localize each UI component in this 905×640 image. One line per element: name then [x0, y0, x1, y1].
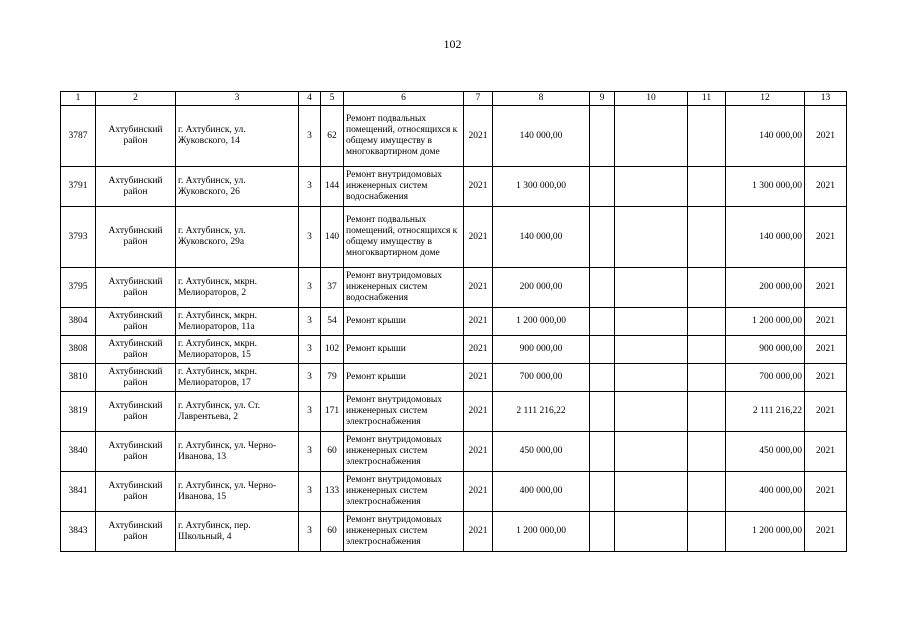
cell-district: Ахтубинский район: [96, 106, 176, 167]
column-header-9: 9: [590, 92, 615, 106]
cell-total: 700 000,00: [726, 364, 805, 392]
cell-work: Ремонт внутридомовых инженерных систем электроснабжения: [344, 432, 464, 472]
cell-year2: 2021: [805, 432, 847, 472]
cell-c10: [615, 268, 688, 308]
cell-id: 3787: [61, 106, 96, 167]
cell-c11: [688, 364, 726, 392]
cell-total: 1 300 000,00: [726, 167, 805, 207]
cell-work: Ремонт подвальных помещений, относящихся к общему имуществу в многоквартирном доме: [344, 106, 464, 167]
cell-amount: 700 000,00: [493, 364, 590, 392]
cell-c5: 60: [321, 512, 344, 552]
cell-amount: 1 200 000,00: [493, 308, 590, 336]
cell-c10: [615, 472, 688, 512]
cell-c11: [688, 432, 726, 472]
cell-c9: [590, 336, 615, 364]
cell-district: Ахтубинский район: [96, 167, 176, 207]
cell-c11: [688, 268, 726, 308]
table-row: [61, 308, 847, 336]
table-body: [61, 106, 847, 552]
cell-address: г. Ахтубинск, ул. Черно-Иванова, 13: [176, 432, 299, 472]
cell-id: 3843: [61, 512, 96, 552]
table-row: [61, 392, 847, 432]
cell-year: 2021: [464, 207, 493, 268]
cell-c10: [615, 207, 688, 268]
table-row: [61, 207, 847, 268]
cell-address: г. Ахтубинск, ул. Жуковского, 26: [176, 167, 299, 207]
cell-work: Ремонт крыши: [344, 336, 464, 364]
cell-district: Ахтубинский район: [96, 364, 176, 392]
column-header-6: 6: [344, 92, 464, 106]
column-header-1: 1: [61, 92, 96, 106]
cell-c10: [615, 392, 688, 432]
cell-id: 3795: [61, 268, 96, 308]
cell-year2: 2021: [805, 268, 847, 308]
cell-c5: 60: [321, 432, 344, 472]
cell-c4: 3: [299, 268, 321, 308]
cell-id: 3841: [61, 472, 96, 512]
cell-c9: [590, 364, 615, 392]
cell-year2: 2021: [805, 336, 847, 364]
cell-id: 3808: [61, 336, 96, 364]
cell-id: 3804: [61, 308, 96, 336]
cell-year2: 2021: [805, 392, 847, 432]
cell-district: Ахтубинский район: [96, 392, 176, 432]
cell-c11: [688, 308, 726, 336]
cell-c5: 37: [321, 268, 344, 308]
table-row: [61, 364, 847, 392]
cell-c9: [590, 512, 615, 552]
cell-year2: 2021: [805, 364, 847, 392]
cell-c5: 144: [321, 167, 344, 207]
cell-district: Ахтубинский район: [96, 472, 176, 512]
cell-c10: [615, 432, 688, 472]
cell-amount: 1 200 000,00: [493, 512, 590, 552]
cell-year2: 2021: [805, 308, 847, 336]
cell-work: Ремонт внутридомовых инженерных систем водоснабжения: [344, 268, 464, 308]
cell-district: Ахтубинский район: [96, 432, 176, 472]
cell-total: 140 000,00: [726, 106, 805, 167]
cell-c9: [590, 392, 615, 432]
cell-c9: [590, 432, 615, 472]
column-header-5: 5: [321, 92, 344, 106]
column-header-10: 10: [615, 92, 688, 106]
table-row: [61, 167, 847, 207]
cell-c4: 3: [299, 336, 321, 364]
column-header-4: 4: [299, 92, 321, 106]
cell-amount: 900 000,00: [493, 336, 590, 364]
column-header-11: 11: [688, 92, 726, 106]
cell-total: 140 000,00: [726, 207, 805, 268]
cell-c5: 171: [321, 392, 344, 432]
cell-c11: [688, 512, 726, 552]
cell-total: 900 000,00: [726, 336, 805, 364]
column-header-7: 7: [464, 92, 493, 106]
cell-amount: 1 300 000,00: [493, 167, 590, 207]
cell-total: 1 200 000,00: [726, 512, 805, 552]
cell-year2: 2021: [805, 106, 847, 167]
table-row: [61, 336, 847, 364]
cell-id: 3810: [61, 364, 96, 392]
cell-id: 3819: [61, 392, 96, 432]
cell-work: Ремонт внутридомовых инженерных систем электроснабжения: [344, 392, 464, 432]
column-header-13: 13: [805, 92, 847, 106]
cell-c9: [590, 472, 615, 512]
cell-district: Ахтубинский район: [96, 308, 176, 336]
cell-c10: [615, 364, 688, 392]
cell-work: Ремонт внутридомовых инженерных систем электроснабжения: [344, 512, 464, 552]
cell-work: Ремонт подвальных помещений, относящихся к общему имуществу в многоквартирном доме: [344, 207, 464, 268]
column-header-8: 8: [493, 92, 590, 106]
cell-year: 2021: [464, 432, 493, 472]
cell-amount: 140 000,00: [493, 106, 590, 167]
cell-c4: 3: [299, 167, 321, 207]
cell-year: 2021: [464, 308, 493, 336]
cell-year: 2021: [464, 268, 493, 308]
table-row: [61, 512, 847, 552]
cell-address: г. Ахтубинск, мкрн. Мелиораторов, 15: [176, 336, 299, 364]
cell-amount: 2 111 216,22: [493, 392, 590, 432]
table-row: [61, 268, 847, 308]
cell-c4: 3: [299, 207, 321, 268]
table-row: [61, 472, 847, 512]
column-header-3: 3: [176, 92, 299, 106]
cell-c5: 102: [321, 336, 344, 364]
cell-year: 2021: [464, 512, 493, 552]
cell-amount: 450 000,00: [493, 432, 590, 472]
table-row: [61, 432, 847, 472]
cell-c4: 3: [299, 512, 321, 552]
cell-address: г. Ахтубинск, мкрн. Мелиораторов, 17: [176, 364, 299, 392]
cell-total: 1 200 000,00: [726, 308, 805, 336]
cell-district: Ахтубинский район: [96, 207, 176, 268]
cell-c4: 3: [299, 364, 321, 392]
cell-id: 3793: [61, 207, 96, 268]
cell-c10: [615, 106, 688, 167]
cell-address: г. Ахтубинск, ул. Черно-Иванова, 15: [176, 472, 299, 512]
cell-year2: 2021: [805, 512, 847, 552]
cell-c11: [688, 106, 726, 167]
cell-address: г. Ахтубинск, пер. Школьный, 4: [176, 512, 299, 552]
cell-total: 200 000,00: [726, 268, 805, 308]
cell-work: Ремонт внутридомовых инженерных систем электроснабжения: [344, 472, 464, 512]
table-row: [61, 106, 847, 167]
cell-address: г. Ахтубинск, мкрн. Мелиораторов, 11а: [176, 308, 299, 336]
cell-amount: 140 000,00: [493, 207, 590, 268]
cell-address: г. Ахтубинск, ул. Ст. Лаврентьева, 2: [176, 392, 299, 432]
cell-c9: [590, 308, 615, 336]
cell-year2: 2021: [805, 167, 847, 207]
cell-year2: 2021: [805, 207, 847, 268]
cell-district: Ахтубинский район: [96, 512, 176, 552]
cell-c5: 133: [321, 472, 344, 512]
cell-year: 2021: [464, 364, 493, 392]
cell-c5: 79: [321, 364, 344, 392]
cell-total: 450 000,00: [726, 432, 805, 472]
cell-id: 3840: [61, 432, 96, 472]
cell-c9: [590, 207, 615, 268]
cell-c5: 54: [321, 308, 344, 336]
cell-c4: 3: [299, 472, 321, 512]
cell-work: Ремонт крыши: [344, 364, 464, 392]
header-row: [61, 92, 847, 106]
repair-registry-table: [60, 91, 847, 552]
cell-work: Ремонт внутридомовых инженерных систем водоснабжения: [344, 167, 464, 207]
cell-total: 400 000,00: [726, 472, 805, 512]
column-header-2: 2: [96, 92, 176, 106]
cell-c5: 140: [321, 207, 344, 268]
cell-amount: 200 000,00: [493, 268, 590, 308]
cell-c11: [688, 207, 726, 268]
cell-c11: [688, 336, 726, 364]
cell-address: г. Ахтубинск, мкрн. Мелиораторов, 2: [176, 268, 299, 308]
column-header-12: 12: [726, 92, 805, 106]
cell-year: 2021: [464, 106, 493, 167]
cell-c4: 3: [299, 106, 321, 167]
cell-work: Ремонт крыши: [344, 308, 464, 336]
cell-c10: [615, 167, 688, 207]
cell-c9: [590, 268, 615, 308]
cell-c5: 62: [321, 106, 344, 167]
cell-id: 3791: [61, 167, 96, 207]
cell-address: г. Ахтубинск, ул. Жуковского, 29а: [176, 207, 299, 268]
cell-district: Ахтубинский район: [96, 336, 176, 364]
cell-year: 2021: [464, 336, 493, 364]
cell-year: 2021: [464, 392, 493, 432]
cell-year: 2021: [464, 167, 493, 207]
cell-district: Ахтубинский район: [96, 268, 176, 308]
page-number: 102: [443, 37, 462, 51]
cell-c11: [688, 392, 726, 432]
cell-amount: 400 000,00: [493, 472, 590, 512]
cell-year: 2021: [464, 472, 493, 512]
cell-year2: 2021: [805, 472, 847, 512]
cell-c10: [615, 512, 688, 552]
cell-c10: [615, 308, 688, 336]
cell-c4: 3: [299, 308, 321, 336]
cell-c4: 3: [299, 392, 321, 432]
cell-c9: [590, 106, 615, 167]
cell-c4: 3: [299, 432, 321, 472]
cell-c11: [688, 472, 726, 512]
cell-c10: [615, 336, 688, 364]
cell-address: г. Ахтубинск, ул. Жуковского, 14: [176, 106, 299, 167]
cell-total: 2 111 216,22: [726, 392, 805, 432]
cell-c11: [688, 167, 726, 207]
cell-c9: [590, 167, 615, 207]
